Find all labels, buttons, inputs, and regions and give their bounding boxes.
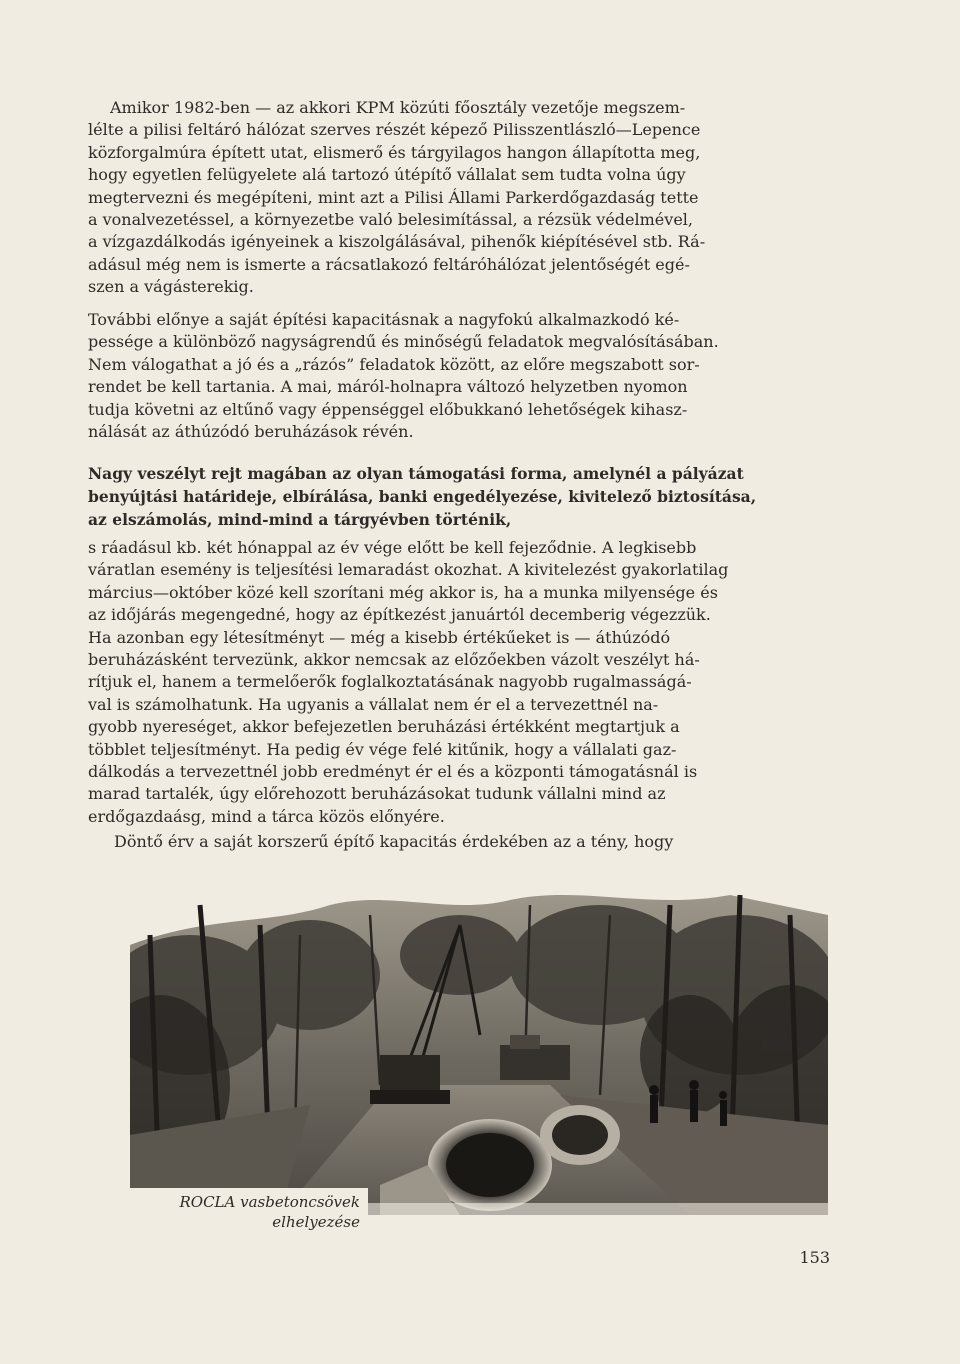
text-line: gyobb nyereséget, akkor befejezetlen beruházási értékként megtartjuk a <box>88 717 680 737</box>
text-line: rendet be kell tartania. A mai, máról-holnapra változó helyzetben nyomon <box>88 377 688 397</box>
text-line: Ha azonban egy létesítményt — még a kisebb értékűeket is — áthúzódó <box>88 627 671 647</box>
paragraph-4 <box>88 537 828 828</box>
construction-photo <box>130 885 828 1215</box>
text-line: marad tartalék, úgy előrehozott beruházásokat tudunk vállalni mind az <box>88 784 666 804</box>
text-line: s ráadásul kb. két hónappal az év vége előtt be kell fejeződnie. A legkisebb <box>88 538 697 557</box>
paragraph-3-bold <box>88 462 828 531</box>
text-line: adásul még nem is ismerte a rácsatlakozó feltáróhálózat jelentőségét egé- <box>88 254 690 274</box>
text-line: erdőgazdaásg, mind a tárca közös előnyére. <box>88 806 445 826</box>
text-line: benyújtási határideje, elbírálása, banki engedélyezése, kivitelező biztosítása, <box>88 487 757 506</box>
text-line: váratlan esemény is teljesítési lemaradást okozhat. A kivitelezést gyakorlatilag <box>88 560 729 580</box>
text-line: nálását az áthúzódó beruházások révén. <box>88 422 414 442</box>
text-line: lélte a pilisi feltáró hálózat szerves részét képező Pilisszentlászló—Lepence <box>88 120 701 140</box>
photo-caption <box>130 1188 368 1232</box>
text-line: Amikor 1982-ben — az akkori KPM közúti főosztály vezetője megszem- <box>110 98 686 117</box>
text-line: Döntő érv a saját korszerű építő kapacitás érdekében az a tény, hogy <box>114 832 674 851</box>
text-line: az időjárás megengedné, hogy az építkezést januártól decemberig végezzük. <box>88 605 711 625</box>
text-line: többlet teljesítményt. Ha pedig év vége felé kitűnik, hogy a vállalati gaz- <box>88 739 677 759</box>
paragraph-5 <box>88 831 828 853</box>
text-line: dálkodás a tervezettnél jobb eredményt ér el és a központi támogatásnál is <box>88 762 698 782</box>
paragraph-1 <box>88 97 828 299</box>
text-line: megtervezni és megépíteni, mint azt a Pilisi Állami Parkerdőgazdaság tette <box>88 187 699 207</box>
text-line: a vízgazdálkodás igényeinek a kiszolgálásával, pihenők kiépítésével stb. Rá- <box>88 232 706 252</box>
text-line: További előnye a saját építési kapacitásnak a nagyfokú alkalmazkodó ké- <box>88 310 680 329</box>
text-line: Nagy veszélyt rejt magában az olyan támogatási forma, amelynél a pályázat <box>88 464 744 483</box>
paragraph-2 <box>88 309 828 443</box>
text-line: szen a vágásterekig. <box>88 277 254 297</box>
text-line: rítjuk el, hanem a termelőerők foglalkoztatásának nagyobb rugalmasságá- <box>88 672 692 692</box>
text-line: március—október közé kell szorítani még akkor is, ha a munka milyensége és <box>88 582 718 602</box>
page-number: 153 <box>799 1248 830 1267</box>
text-line: tudja követni az eltűnő vagy éppenséggel előbukkanó lehetőségek kihasz- <box>88 399 688 419</box>
text-line: a vonalvezetéssel, a környezetbe való belesimítással, a rézsük védelmével, <box>88 210 693 230</box>
text-line: Nem válogathat a jó és a „rázós” feladatok között, az előre megszabott sor- <box>88 354 700 374</box>
text-line: val is számolhatunk. Ha ugyanis a vállalat nem ér el a tervezettnél na- <box>88 694 659 714</box>
text-line: pessége a különböző nagyságrendű és minőségű feladatok megvalósításában. <box>88 332 719 352</box>
text-line: beruházásként tervezünk, akkor nemcsak az előzőekben vázolt veszélyt há- <box>88 650 700 670</box>
text-line: közforgalmúra épített utat, elismerő és tárgyilagos hangon állapította meg, <box>88 142 701 162</box>
caption-line: elhelyezése <box>272 1213 360 1231</box>
text-line: az elszámolás, mind-mind a tárgyévben történik, <box>88 510 512 529</box>
caption-line: ROCLA vasbetoncsövek <box>179 1193 360 1211</box>
text-line: hogy egyetlen felügyelete alá tartozó útépítő vállalat sem tudta volna úgy <box>88 165 686 185</box>
